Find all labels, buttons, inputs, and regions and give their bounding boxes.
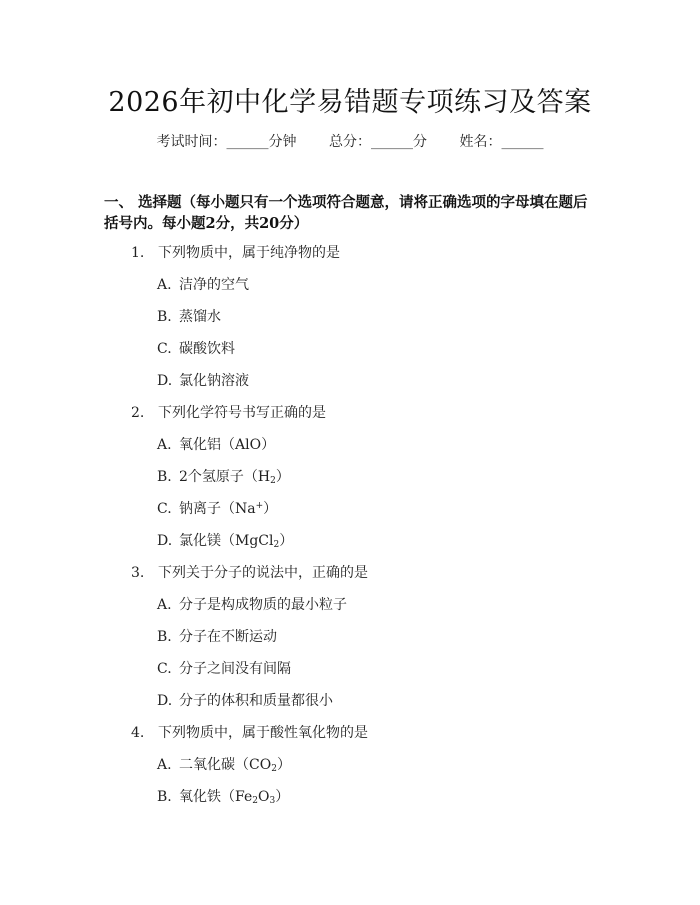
option-item <box>157 626 277 646</box>
option-letter: B. <box>157 309 172 325</box>
option-letter: C. <box>157 501 172 517</box>
exam-time-label: 考试时间： <box>156 134 227 150</box>
page-title: 2026年初中化学易错题专项练习及答案 <box>108 87 592 118</box>
option-item <box>157 466 290 486</box>
question-stem <box>131 402 326 422</box>
question-number: 4. <box>131 725 145 741</box>
section-number: 一、 <box>104 194 133 211</box>
option-text: 钠离子（Na+） <box>179 501 278 517</box>
total-score-blank: ______ <box>371 134 413 150</box>
option-letter: B. <box>157 469 172 485</box>
option-text: 二氧化碳$(CO_2)$ <box>179 757 291 774</box>
exam-time-field <box>157 131 297 151</box>
option-letter: C. <box>157 341 172 357</box>
option-item <box>157 754 291 774</box>
option-item <box>157 530 293 550</box>
option-item <box>157 434 275 454</box>
option-text: 2个氢原子$(H_2)$ <box>179 469 290 486</box>
section-instructions: 选择题（每小题只有一个选项符合题意，请将正确选项的字母填在题后括号内。每小题2分，共20分） <box>104 194 588 232</box>
question-stem <box>131 562 368 582</box>
option-item <box>157 306 221 326</box>
option-letter: A. <box>157 757 172 773</box>
option-text: 蒸馏水 <box>179 309 221 325</box>
option-item <box>157 274 249 294</box>
option-item <box>157 370 249 390</box>
option-text: 氧化铝（AlO） <box>179 437 276 453</box>
section-heading <box>104 192 600 234</box>
option-item <box>157 658 291 678</box>
option-item <box>157 594 347 614</box>
option-letter: B. <box>157 789 172 805</box>
total-score-field <box>329 131 427 151</box>
option-text: 分子在不断运动 <box>179 629 277 645</box>
option-text: 氧化铁$(Fe_2O_3)$ <box>179 789 290 806</box>
question-number: 1. <box>131 245 145 261</box>
exam-time-unit: 分钟 <box>268 134 297 150</box>
question-number: 3. <box>131 565 145 581</box>
option-letter: C. <box>157 661 172 677</box>
question-text: 下列物质中，属于酸性氧化物的是 <box>158 725 368 741</box>
option-letter: D. <box>157 373 173 389</box>
option-letter: A. <box>157 277 172 293</box>
option-text: 碳酸饮料 <box>179 341 235 357</box>
option-letter: D. <box>157 693 173 709</box>
student-name-field <box>459 131 543 151</box>
option-item <box>157 690 333 710</box>
question-text: 下列物质中，属于纯净物的是 <box>158 245 340 261</box>
option-text: 氯化钠溶液 <box>179 373 249 389</box>
option-text: 氯化镁（MgCl$_2$） <box>179 533 294 550</box>
option-item <box>157 786 289 806</box>
student-name-blank: ______ <box>501 134 544 150</box>
total-score-label: 总分： <box>329 134 371 150</box>
option-letter: A. <box>157 597 172 613</box>
option-item <box>157 498 277 518</box>
question-number: 2. <box>131 405 145 421</box>
option-item <box>157 338 235 358</box>
question-stem <box>131 722 368 742</box>
option-letter: A. <box>157 437 172 453</box>
question-text: 下列化学符号书写正确的是 <box>158 405 326 421</box>
option-letter: D. <box>157 533 173 549</box>
option-text: 分子之间没有间隔 <box>179 661 291 677</box>
option-text: 分子的体积和质量都很小 <box>179 693 333 709</box>
question-text: 下列关于分子的说法中，正确的是 <box>158 565 368 581</box>
total-score-unit: 分 <box>413 134 427 150</box>
student-name-label: 姓名： <box>459 134 502 150</box>
exam-time-blank: ______ <box>226 134 269 150</box>
option-text: 洁净的空气 <box>179 277 249 293</box>
option-text: 分子是构成物质的最小粒子 <box>179 597 347 613</box>
exam-info-row <box>0 131 700 151</box>
question-stem <box>131 242 340 262</box>
option-letter: B. <box>157 629 172 645</box>
